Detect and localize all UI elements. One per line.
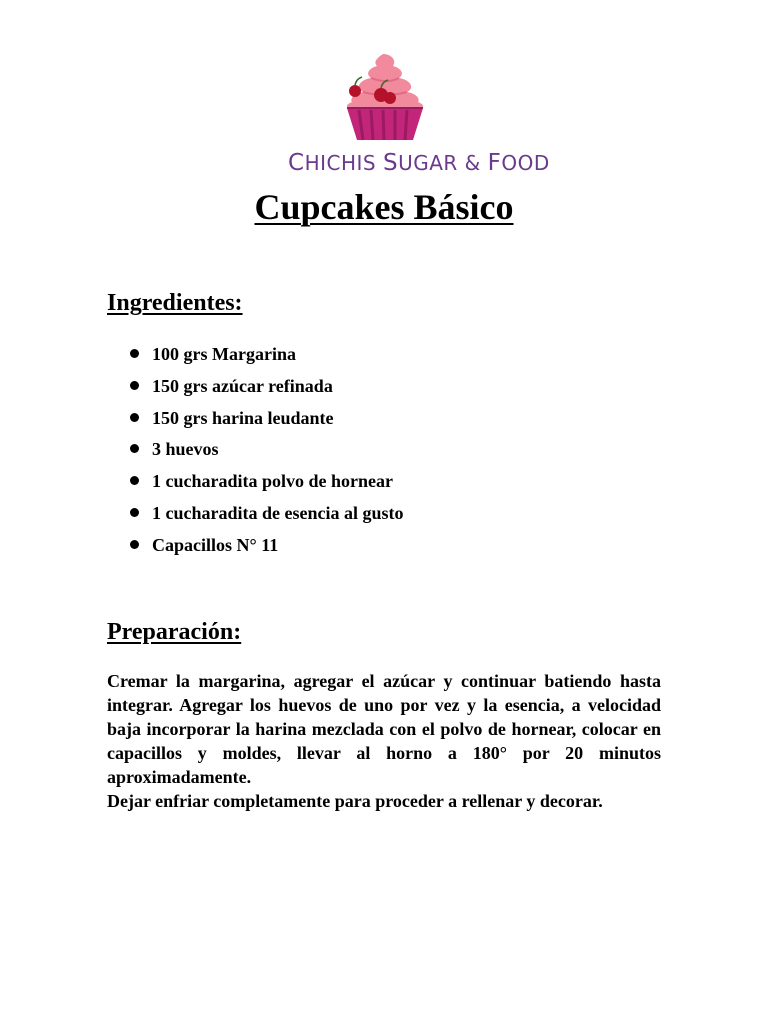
bullet-icon: [130, 381, 139, 390]
bullet-icon: [130, 444, 139, 453]
brand-letter: F: [487, 150, 502, 176]
ingredients-heading: Ingredientes:: [107, 290, 243, 316]
list-item: [130, 468, 404, 500]
bullet-icon: [130, 349, 139, 358]
cupcake-icon: [285, 48, 485, 158]
brand-logo-text: [288, 150, 550, 176]
ingredient-text: 150 grs harina leudante: [152, 407, 334, 428]
brand-fragment: HICHIS: [304, 151, 383, 175]
list-item: [130, 341, 404, 373]
list-item: [130, 436, 404, 468]
preparation-paragraph: Dejar enfriar completamente para proceder a rellenar y decorar.: [107, 791, 603, 811]
ingredient-text: 1 cucharadita de esencia al gusto: [152, 502, 404, 523]
brand-fragment: UGAR &: [398, 151, 488, 175]
list-item: [130, 373, 404, 405]
ingredient-text: Capacillos N° 11: [152, 534, 279, 555]
ingredients-list: [130, 341, 404, 564]
brand-letter: S: [382, 150, 399, 176]
bullet-icon: [130, 476, 139, 485]
list-item: [130, 532, 404, 564]
preparation-paragraph: Cremar la margarina, agregar el azúcar y continuar batiendo hasta integrar. Agregar los huevos de uno por vez y la esencia, a velocidad baja incorporar la harina mezclada con el polvo de hornear, colocar en capacillos y moldes, llevar al horno a 180° por 20 minutos aproximadamente.: [107, 671, 661, 787]
ingredient-text: 3 huevos: [152, 439, 219, 460]
ingredient-text: 1 cucharadita polvo de hornear: [152, 471, 393, 492]
bullet-icon: [130, 508, 139, 517]
brand-fragment: OOD: [501, 151, 550, 175]
ingredient-text: 150 grs azúcar refinada: [152, 375, 333, 396]
preparation-heading: Preparación:: [107, 619, 242, 645]
bullet-icon: [130, 540, 139, 549]
page-title: Cupcakes Básico: [254, 187, 514, 227]
ingredient-text: 100 grs Margarina: [152, 344, 296, 364]
brand-letter: C: [288, 150, 305, 176]
bullet-icon: [130, 413, 139, 422]
list-item: [130, 405, 404, 437]
list-item: [130, 500, 404, 532]
